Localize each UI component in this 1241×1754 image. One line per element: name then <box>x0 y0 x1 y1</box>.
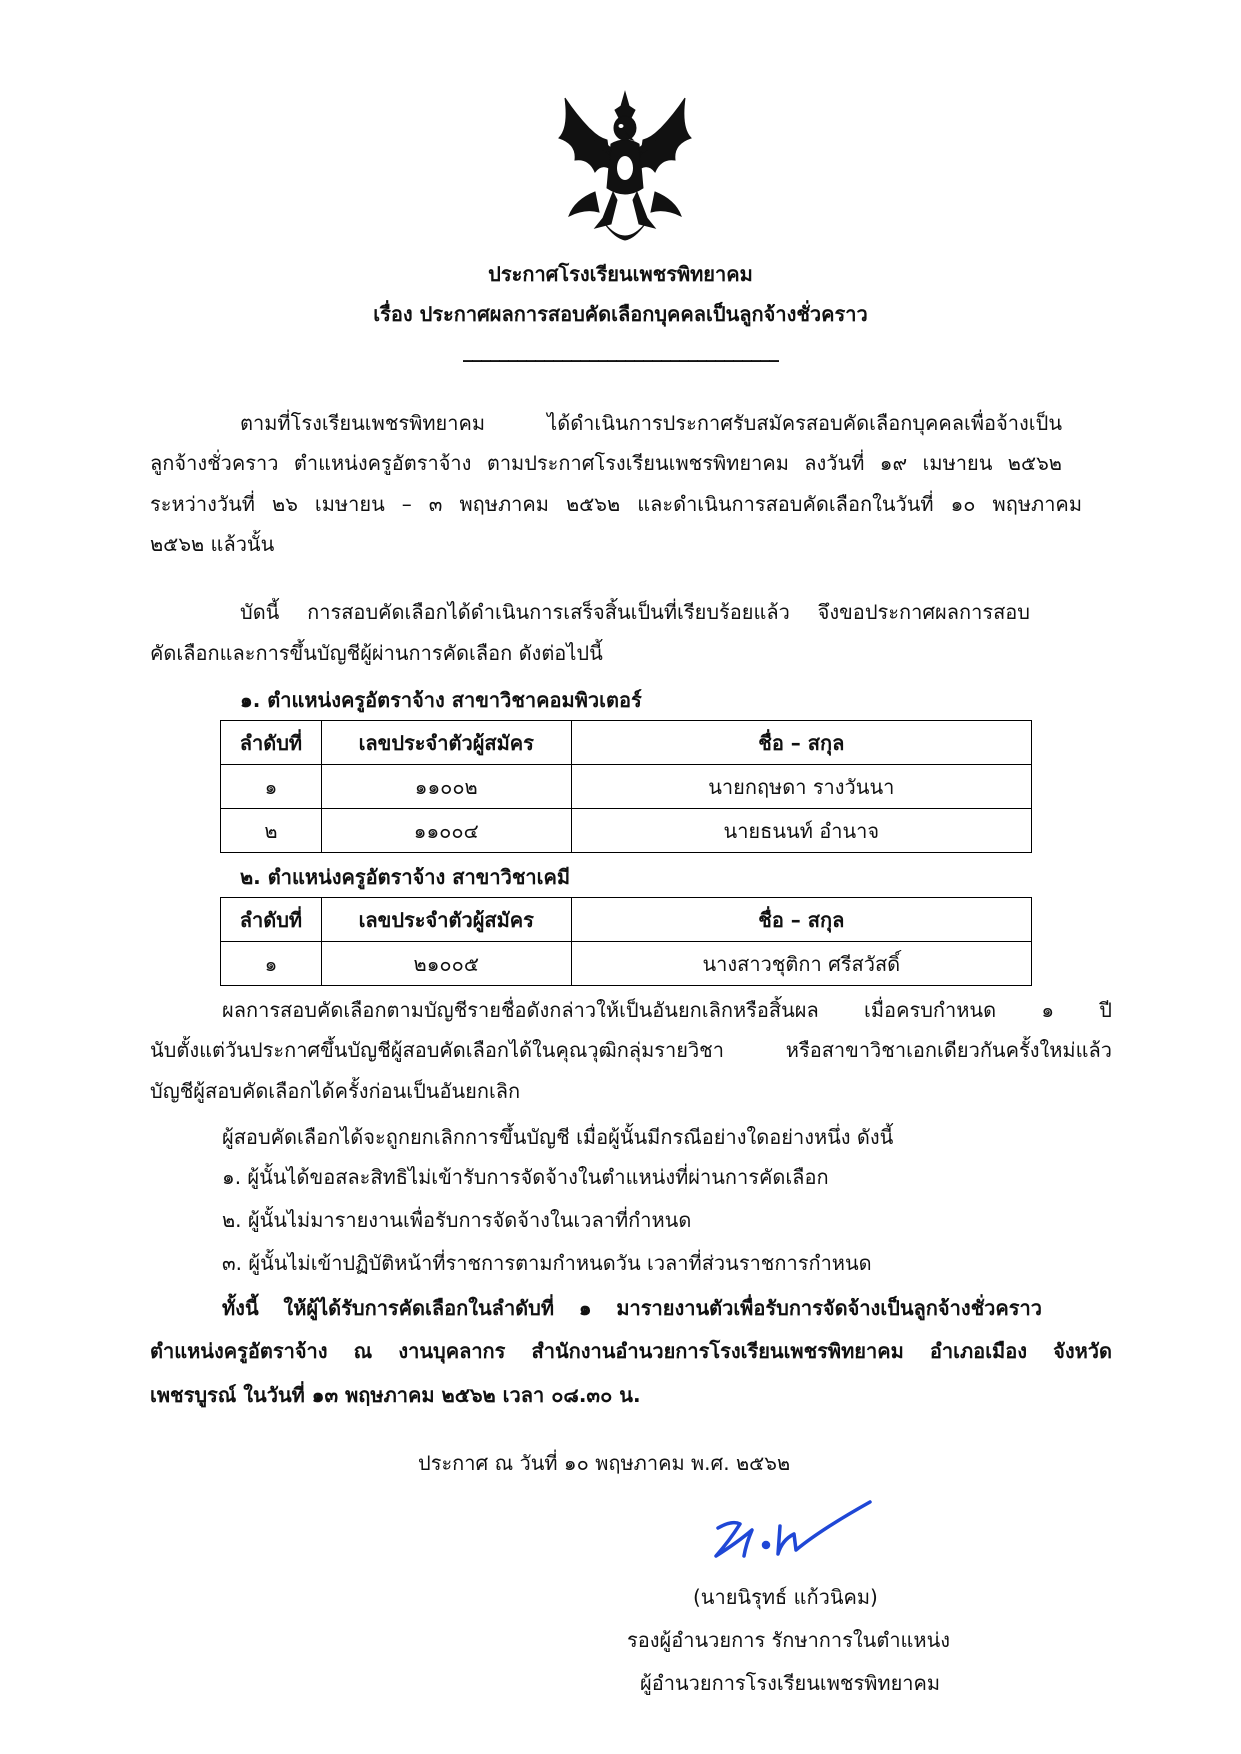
table-header-row <box>221 898 1032 942</box>
section-2-heading: ๒. ตำแหน่งครูอัตราจ้าง สาขาวิชาเคมี <box>240 865 571 889</box>
validity-line-2: นับตั้งแต่วันประกาศขึ้นบัญชีผู้สอบคัดเลือกได้ในคุณวุฒิกลุ่มรายวิชา หรือสาขาวิชาเอกเดียวกันครั้งใหม่แล้ว <box>150 1038 1112 1062</box>
cancel-item-1: ๑. ผู้นั้นได้ขอสละสิทธิไม่เข้ารับการจัดจ้างในตำแหน่งที่ผ่านการคัดเลือก <box>222 1165 829 1189</box>
announce-line-1: บัดนี้ การสอบคัดเลือกได้ดำเนินการเสร็จสิ้นเป็นที่เรียบร้อยแล้ว จึงขอประกาศผลการสอบ <box>240 600 1030 624</box>
intro-line-4: ๒๕๖๒ แล้วนั้น <box>150 532 275 556</box>
signer-name: (นายนิรุทธ์ แก้วนิคม) <box>693 1585 878 1609</box>
header-full-name: ชื่อ – สกุล <box>571 898 1031 942</box>
announce-line-2: คัดเลือกและการขึ้นบัญชีผู้ผ่านการคัดเลือก ดังต่อไปนี้ <box>150 641 603 665</box>
report-line-2: ตำแหน่งครูอัตราจ้าง ณ งานบุคลากร สำนักงานอำนวยการโรงเรียนเพชรพิทยาคม อำเภอเมือง จังหวัด <box>150 1339 1112 1363</box>
validity-line-3: บัญชีผู้สอบคัดเลือกได้ครั้งก่อนเป็นอันยกเลิก <box>150 1079 521 1103</box>
intro-line-1: ตามที่โรงเรียนเพชรพิทยาคม ได้ดำเนินการประกาศรับสมัครสอบคัดเลือกบุคคลเพื่อจ้างเป็น <box>240 411 1062 435</box>
row-full-name: นายกฤษดา รางวันนา <box>571 765 1031 809</box>
row-full-name: นายธนนท์ อำนาจ <box>571 809 1031 853</box>
table-row <box>221 765 1032 809</box>
cancel-item-2: ๒. ผู้นั้นไม่มารายงานเพื่อรับการจัดจ้างในเวลาที่กำหนด <box>222 1208 692 1232</box>
header-order: ลำดับที่ <box>221 898 322 942</box>
row-applicant-id: ๑๑๐๐๔ <box>321 809 571 853</box>
header-full-name: ชื่อ – สกุล <box>571 721 1031 765</box>
row-full-name: นางสาวชุติกา ศรีสวัสดิ์ <box>571 942 1031 986</box>
row-applicant-id: ๑๑๐๐๒ <box>321 765 571 809</box>
header-applicant-id: เลขประจำตัวผู้สมัคร <box>321 721 571 765</box>
cancel-item-3: ๓. ผู้นั้นไม่เข้าปฏิบัติหน้าที่ราชการตามกำหนดวัน เวลาที่ส่วนราชการกำหนด <box>222 1251 872 1275</box>
garuda-emblem-icon <box>555 88 695 253</box>
section-1-heading: ๑. ตำแหน่งครูอัตราจ้าง สาขาวิชาคอมพิวเตอร์ <box>240 688 642 712</box>
report-line-1: ทั้งนี้ ให้ผู้ได้รับการคัดเลือกในลำดับที่ ๑ มารายงานตัวเพื่อรับการจัดจ้างเป็นลูกจ้างชั่วคราว <box>222 1296 1042 1320</box>
announcement-date: ประกาศ ณ วันที่ ๑๐ พฤษภาคม พ.ศ. ๒๕๖๒ <box>418 1451 791 1475</box>
row-order: ๒ <box>221 809 322 853</box>
table-row <box>221 809 1032 853</box>
validity-line-1: ผลการสอบคัดเลือกตามบัญชีรายชื่อดังกล่าวให้เป็นอันยกเลิกหรือสิ้นผล เมื่อครบกำหนด ๑ ปี <box>222 998 1112 1022</box>
intro-line-2: ลูกจ้างชั่วคราว ตำแหน่งครูอัตราจ้าง ตามประกาศโรงเรียนเพชรพิทยาคม ลงวันที่ ๑๙ เมษายน ๒๕๖๒ <box>150 451 1062 475</box>
table-header-row <box>221 721 1032 765</box>
section-2-table <box>220 897 1032 986</box>
row-order: ๑ <box>221 942 322 986</box>
header-applicant-id: เลขประจำตัวผู้สมัคร <box>321 898 571 942</box>
row-order: ๑ <box>221 765 322 809</box>
signature-icon <box>710 1498 880 1568</box>
signer-position-1: รองผู้อำนวยการ รักษาการในตำแหน่ง <box>627 1628 951 1652</box>
header-order: ลำดับที่ <box>221 721 322 765</box>
table-row <box>221 942 1032 986</box>
row-applicant-id: ๒๑๐๐๕ <box>321 942 571 986</box>
cancel-intro: ผู้สอบคัดเลือกได้จะถูกยกเลิกการขึ้นบัญชี เมื่อผู้นั้นมีกรณีอย่างใดอย่างหนึ่ง ดังนี้ <box>222 1125 894 1149</box>
report-line-3: เพชรบูรณ์ ในวันที่ ๑๓ พฤษภาคม ๒๕๖๒ เวลา ๐๘.๓๐ น. <box>150 1383 641 1407</box>
section-1-table <box>220 720 1032 853</box>
title-underline: ___________________________________ <box>463 338 778 362</box>
intro-line-3: ระหว่างวันที่ ๒๖ เมษายน – ๓ พฤษภาคม ๒๕๖๒ และดำเนินการสอบคัดเลือกในวันที่ ๑๐ พฤษภาคม <box>150 492 1082 516</box>
document-subject: เรื่อง ประกาศผลการสอบคัดเลือกบุคคลเป็นลูกจ้างชั่วคราว <box>373 302 868 326</box>
signer-position-2: ผู้อำนวยการโรงเรียนเพชรพิทยาคม <box>640 1671 941 1695</box>
document-title: ประกาศโรงเรียนเพชรพิทยาคม <box>488 262 753 286</box>
